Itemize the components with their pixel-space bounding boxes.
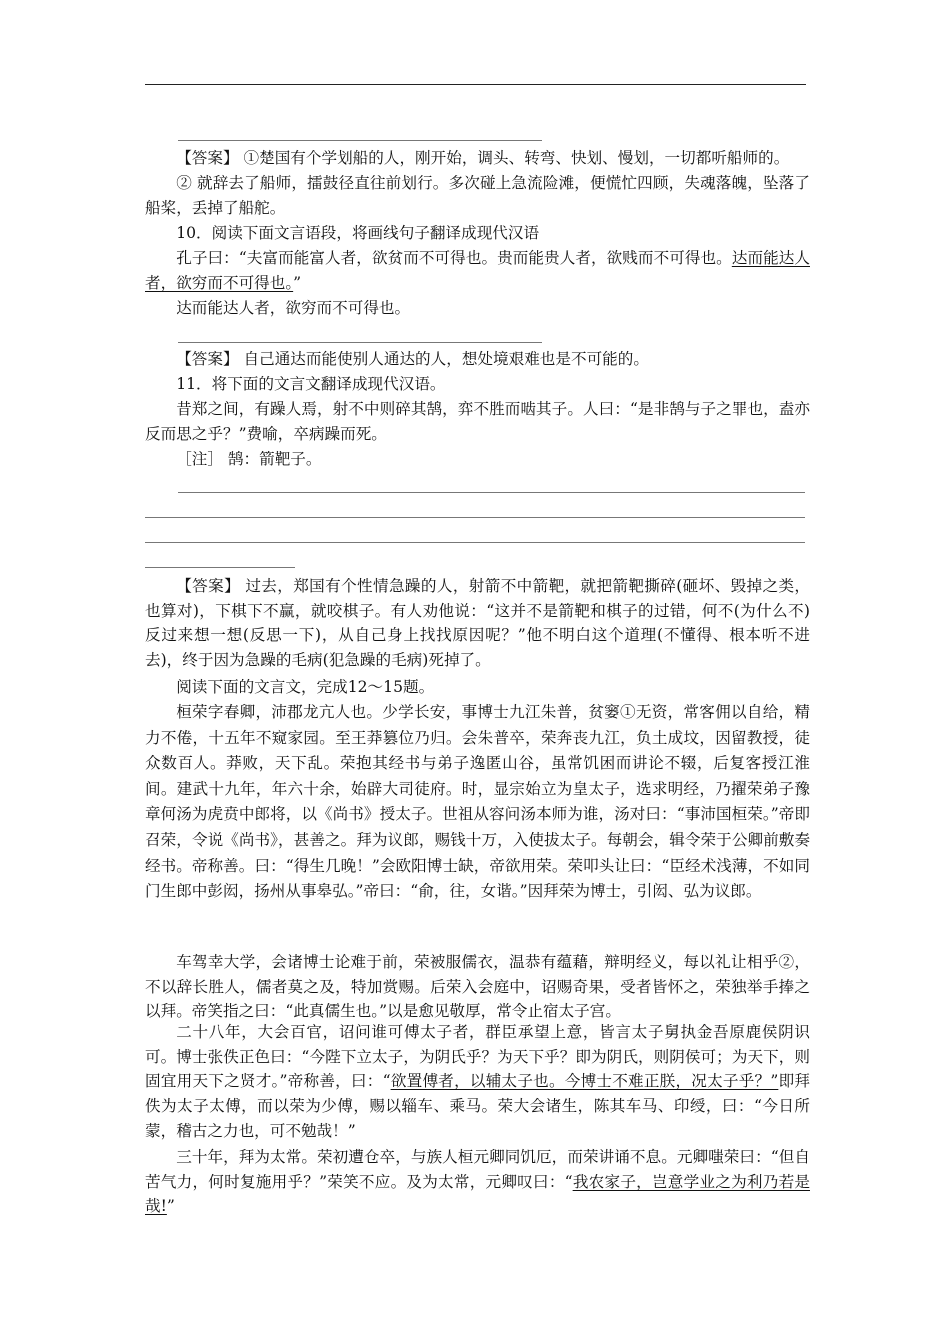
answer-blank-line	[178, 342, 542, 343]
reading-underlined-sentence: 我农家子，岂意学业之为利乃若是哉!	[145, 1172, 810, 1216]
reading-paragraph-1: 桓荣字春卿，沛郡龙亢人也。少学长安，事博士九江朱普，贫窭①无资，常客佣以自给，精力不倦，十五年不窥家园。至王莽篡位乃归。会朱普卒，荣奔丧九江，负土成坟，因留教授，徒众数百人。莽败，天下乱。荣抱其经书与弟子逸匿山谷，虽常饥困而讲论不辍，后复客授江淮间。建武十九年，年六十余，始辟大司徒府。时，显宗始立为皇太子，选求明经，乃擢荣弟子豫章何汤为虎贲中郎将，以《尚书》授太子。世祖从容问汤本师为谁，汤对曰：“事沛国桓荣。”帝即召荣，令说《尚书》，甚善之。拜为议郎，赐钱十万，入使拔太子。每朝会，辑令荣于公卿前敷奏经书。帝称善。曰：“得生几晚！”会欧阳博士缺，帝欲用荣。荣叩头让曰：“臣经术浅薄，不如同门生郎中彭闳，扬州从事皋弘。”帝曰：“俞，往，女谐。”因拜荣为博士，引闳、弘为议郎。	[145, 703, 810, 901]
q10-passage	[145, 246, 810, 295]
reading-paragraph-4-text: 三十年，拜为太常。荣初遭仓卒，与族人桓元卿同饥厄，而荣讲诵不息。元卿嗤荣曰：“但自苦气力，何时复施用乎？”荣笑不应。及为太常，元卿叹曰：“	[145, 1148, 810, 1191]
reading-underlined-sentence: 欲置傅者，以辅太子也。今博士不难正朕，况太子乎？”	[390, 1072, 779, 1091]
reading-paragraph-4	[145, 1145, 810, 1219]
header-rule	[145, 84, 806, 85]
reading-paragraph-3-rest: 即拜佚为太子太傅，而以荣为少傅，赐以辎车、乘马。荣大会诸生，陈其车马、印绶，曰：“今日所蒙，稽古之力也，可不勉哉！”	[145, 1072, 810, 1140]
q11-answer: 【答案】 过去，郑国有个性情急躁的人，射箭不中箭靶，就把箭靶撕碎(砸坏、毁掉之类，也算对)，下棋下不赢，就咬棋子。有人劝他说：“这并不是箭靶和棋子的过错，何不(为什么不)反过来想一想(反思一下)，从自己身上找找原因呢？”他不明白这个道理(不懂得、根本听不进去)，终于因为急躁的毛病(犯急躁的毛病)死掉了。	[145, 577, 810, 670]
q10-sentence: 达而能达人者，欲穷而不可得也。	[176, 299, 411, 317]
answer-blank-line	[145, 517, 805, 518]
q10-passage-end: ”	[293, 273, 302, 292]
reading-paragraph-2: 车驾幸大学，会诸博士论难于前，荣被服儒衣，温恭有蕴藉，辩明经义，每以礼让相乎②，不以辞长胜人，儒者莫之及，特加赏赐。后荣入会庭中，诏赐奇果，受者皆怀之，荣独举手捧之以拜。帝笑指之曰：“此真儒生也。”以是愈见敬厚，常令止宿太子宫。	[145, 953, 810, 1021]
q11-prompt: 11．将下面的文言文翻译成现代汉语。	[176, 375, 446, 393]
reading-paragraph-4-end: ”	[166, 1197, 175, 1216]
answer-blank-line	[178, 492, 805, 493]
answer-blank-line	[145, 567, 295, 568]
q10-prompt: 10．阅读下面文言语段，将画线句子翻译成现代汉语	[176, 224, 540, 242]
q11-passage: 昔郑之间，有躁人焉，射不中则碎其鹄，弈不胜而啮其子。人曰：“是非鹄与子之罪也，盍亦反而思之乎？”费喻，卒病躁而死。	[145, 400, 810, 443]
q11-note: ［注］ 鹄：箭靶子。	[176, 450, 322, 468]
q10-answer: 【答案】 自己通达而能使别人通达的人，想处境艰难也是不可能的。	[176, 350, 649, 368]
q10-underlined-sentence: 达而能达人者，欲穷而不可得也。	[145, 249, 810, 292]
answer-blank-line	[178, 140, 542, 141]
reading-intro: 阅读下面的文言文，完成12～15题。	[176, 678, 435, 696]
answer-blank-line	[145, 542, 805, 543]
reading-paragraph-3	[145, 1020, 810, 1144]
q9-answer-line2: ② 就辞去了船师，擂鼓径直往前划行。多次碰上急流险滩，便慌忙四顾，失魂落魄，坠落了船桨，丢掉了船舵。	[145, 174, 810, 217]
reading-paragraph-3-text: 二十八年，大会百官，诏问谁可傅太子者，群臣承望上意，皆言太子舅执金吾原鹿侯阴识可。博士张佚正色曰：“今陛下立太子，为阴氏乎？为天下乎？即为阴氏，则阴侯可；为天下，则固宜用天下之贤才。”帝称善，曰：“	[145, 1023, 810, 1091]
q9-answer-line1: 【答案】 ①楚国有个学划船的人，刚开始，调头、转弯、快划、慢划，一切都听船师的。	[176, 149, 790, 167]
q10-passage-text: 孔子曰：“夫富而能富人者，欲贫而不可得也。贵而能贵人者，欲贱而不可得也。	[176, 249, 732, 267]
